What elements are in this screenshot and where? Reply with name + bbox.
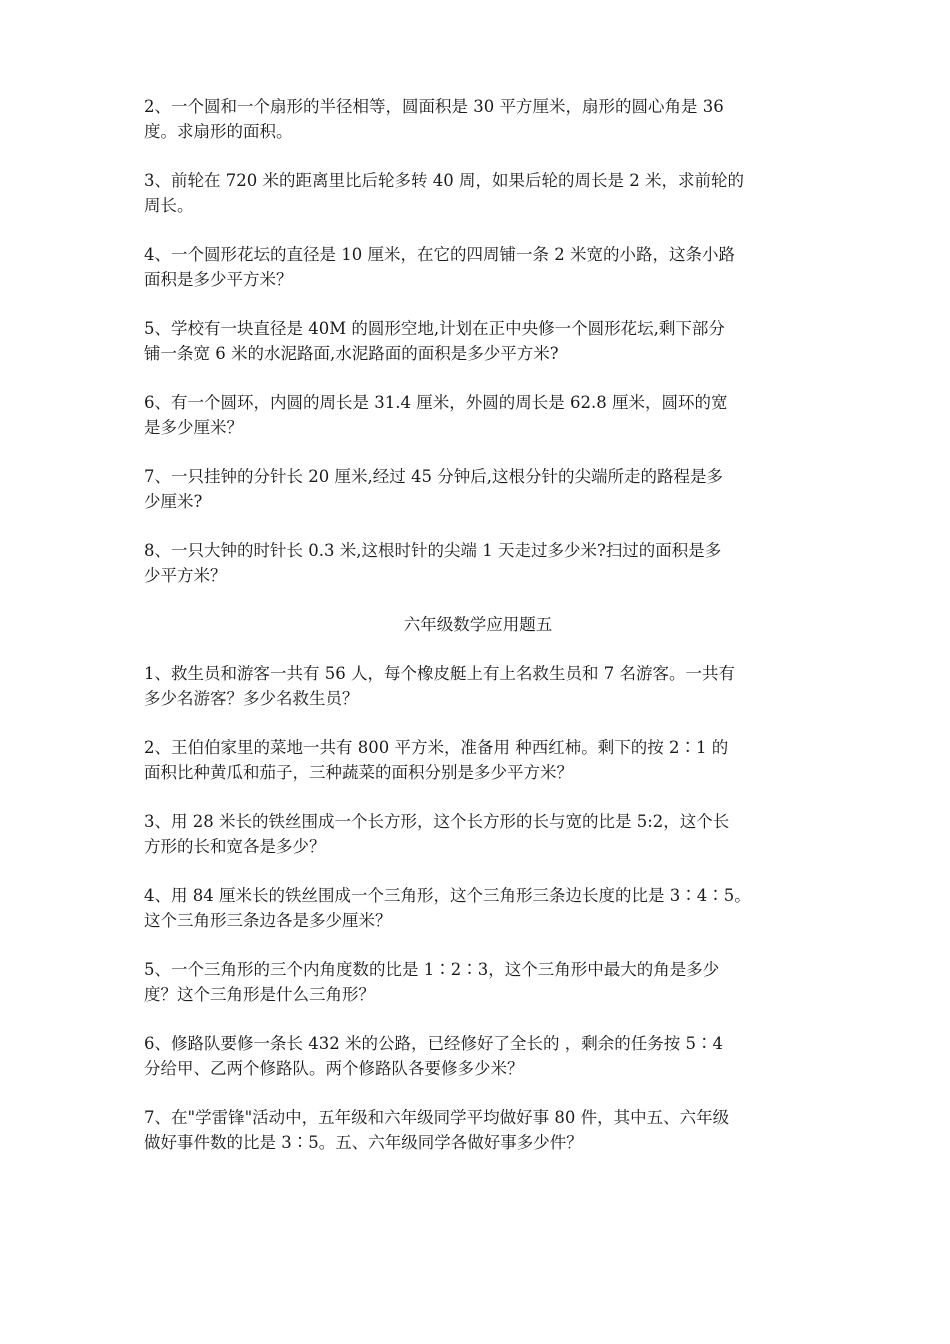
question-line: 铺一条宽 6 米的水泥路面,水泥路面的面积是多少平方米?	[144, 344, 559, 363]
question-line: 周长。	[144, 196, 194, 215]
question-6-road-crew	[144, 1031, 812, 1081]
question-line: 2、一个圆和一个扇形的半径相等，圆面积是 30 平方厘米，扇形的圆心角是 36	[144, 97, 724, 116]
section-title: 六年级数学应用题五	[403, 615, 553, 634]
question-line: 度。求扇形的面积。	[144, 122, 293, 141]
question-2-sector-area	[144, 94, 812, 144]
question-line: 是多少厘米？	[144, 418, 243, 437]
question-8-hour-hand	[144, 538, 812, 588]
question-6-ring-width	[144, 390, 812, 440]
question-4-flower-bed-path	[144, 242, 812, 292]
question-line: 2、王伯伯家里的菜地一共有 800 平方米，准备用 种西红柿。剩下的按 2∶1 的	[144, 738, 729, 757]
question-3-rectangle-wire	[144, 809, 812, 859]
question-line: 7、一只挂钟的分针长 20 厘米,经过 45 分钟后,这根分针的尖端所走的路程是多	[144, 467, 723, 486]
question-line: 面积比种黄瓜和茄子，三种蔬菜的面积分别是多少平方米？	[144, 763, 573, 782]
question-line: 6、修路队要修一条长 432 米的公路，已经修好了全长的 ，剩余的任务按 5∶4	[144, 1034, 723, 1053]
question-line: 做好事件数的比是 3∶5。五、六年级同学各做好事多少件？	[144, 1133, 583, 1152]
question-7-good-deeds	[144, 1105, 812, 1155]
question-list-part-a	[144, 94, 812, 588]
question-3-front-wheel	[144, 168, 812, 218]
question-line: 5、一个三角形的三个内角度数的比是 1∶2∶3，这个三角形中最大的角是多少	[144, 960, 720, 979]
question-line: 8、一只大钟的时针长 0.3 米,这根时针的尖端 1 天走过多少米?扫过的面积是多	[144, 541, 722, 560]
document-page	[144, 94, 812, 1179]
question-7-minute-hand	[144, 464, 812, 514]
question-1-lifeguards	[144, 661, 812, 711]
question-line: 4、一个圆形花坛的直径是 10 厘米，在它的四周铺一条 2 米宽的小路，这条小路	[144, 245, 735, 264]
question-line: 1、救生员和游客一共有 56 人，每个橡皮艇上有上名救生员和 7 名游客。一共有	[144, 664, 735, 683]
question-line: 6、有一个圆环，内圆的周长是 31.4 厘米，外圆的周长是 62.8 厘米，圆环的宽	[144, 393, 728, 412]
question-line: 7、在"学雷锋"活动中，五年级和六年级同学平均做好事 80 件，其中五、六年级	[144, 1108, 730, 1127]
question-line: 少厘米?	[144, 492, 203, 511]
question-5-cement-road	[144, 316, 812, 366]
question-line: 分给甲、乙两个修路队。两个修路队各要修多少米？	[144, 1059, 524, 1078]
question-2-vegetable-plot	[144, 735, 812, 785]
question-line: 面积是多少平方米？	[144, 270, 293, 289]
question-line: 度？这个三角形是什么三角形？	[144, 985, 375, 1004]
question-line: 方形的长和宽各是多少？	[144, 837, 326, 856]
question-5-triangle-angles	[144, 957, 812, 1007]
question-line: 这个三角形三条边各是多少厘米？	[144, 911, 392, 930]
question-line: 3、前轮在 720 米的距离里比后轮多转 40 周，如果后轮的周长是 2 米，求前轮的	[144, 171, 744, 190]
question-line: 4、用 84 厘米长的铁丝围成一个三角形，这个三角形三条边长度的比是 3∶4∶5。	[144, 886, 751, 905]
question-line: 5、学校有一块直径是 40M 的圆形空地,计划在正中央修一个圆形花坛,剩下部分	[144, 319, 725, 338]
question-4-triangle-wire	[144, 883, 812, 933]
question-line: 少平方米？	[144, 566, 227, 585]
question-line: 多少名游客？多少名救生员？	[144, 689, 359, 708]
question-line: 3、用 28 米长的铁丝围成一个长方形，这个长方形的长与宽的比是 5:2，这个长	[144, 812, 730, 831]
question-list-part-b	[144, 661, 812, 1155]
